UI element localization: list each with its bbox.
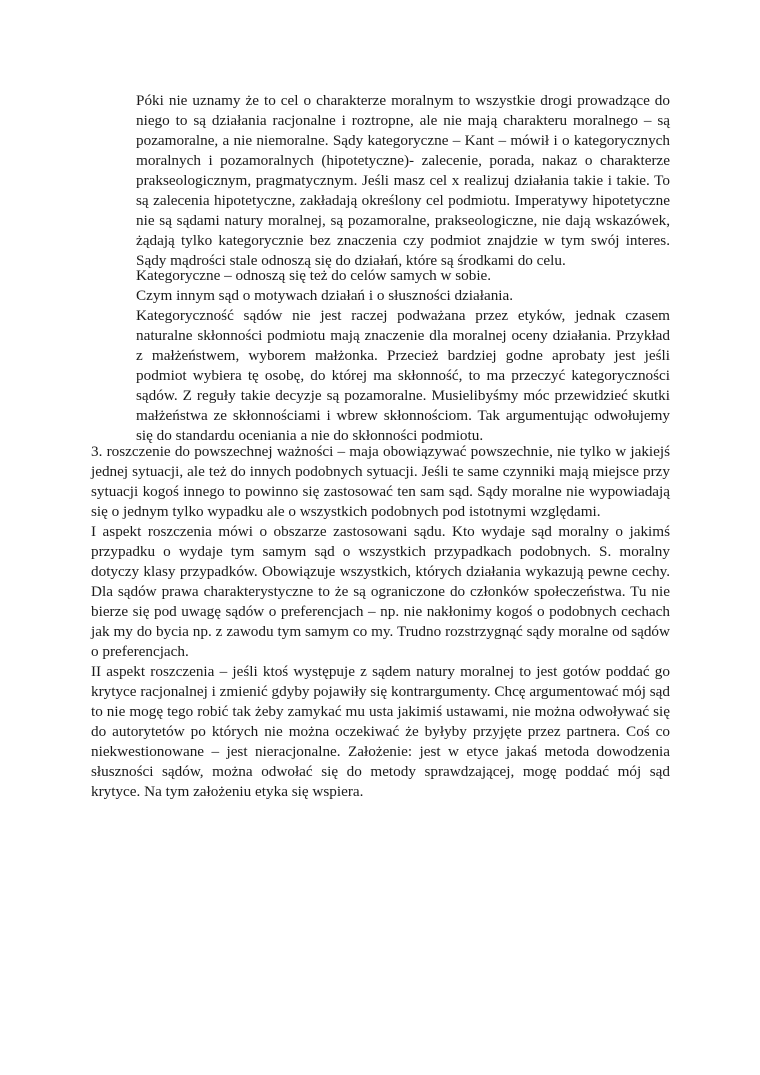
line-motives: Czym innym sąd o motywach działań i o słuszności działania.: [136, 287, 514, 304]
indented-section-2: [136, 266, 670, 446]
paragraph-second-aspect: II aspekt roszczenia – jeśli ktoś występuje z sądem natury moralnej to jest gotów poddać go krytyce racjonalnej i zmienić gdyby pojawiły się kontrargumenty. Chcę argumentować mój sąd to nie mogę tego robić tak żeby zamykać mu usta jakimiś ustawami, nie można odwoływać się do autorytetów po których nie można oczekiwać że byłyby przyjęte przez partnera. Coś co niekwestionowane – jest nieracjonalne. Założenie: jest w etyce jakaś metoda dowodzenia słuszności sądów, można odwołać się do metody sprawdzającej, mogę poddać mój sąd krytyce. Na tym założeniu etyka się wspiera.: [91, 663, 670, 800]
paragraph-universal-validity: 3. roszczenie do powszechnej ważności – maja obowiązywać powszechnie, nie tylko w jakiejś jednej sytuacji, ale też do innych podobnych sytuacji. Jeśli te same czynniki mają miejsce przy sytuacji kogoś innego to powinno się zastosować ten sam sąd. Sądy moralne nie wypowiadają się o jednym tylko wypadku ale o wszystkich podobnych pod istotnymi względami.: [91, 443, 670, 520]
indented-section-1: [136, 91, 670, 271]
paragraph-categoricity: Kategoryczność sądów nie jest raczej podważana przez etyków, jednak czasem naturalne skłonności podmiotu mają znaczenie dla moralnej oceny działania. Przykład z małżeństwem, wyborem małżonka. Przecież bardziej godne aprobaty jest jeśli podmiot wybiera tę osobę, do której ma skłonność, to ma przeczyć kategoryczności sądów. Z reguły takie decyzje są pozamoralne. Musielibyśmy móc przewidzieć skutki małżeństwa ze skłonnościami i wbrew skłonnościom. Tak argumentując odwołujemy się do standardu oceniania a nie do skłonności podmiotu.: [136, 307, 670, 444]
paragraph-hypothetical-judgments: Póki nie uznamy że to cel o charakterze moralnym to wszystkie drogi prowadzące do niego to są działania racjonalne i roztropne, ale nie mają charakteru moralnego – są pozamoralne, a nie niemoralne. Sądy kategoryczne – Kant – mówił i o kategorycznych moralnych i pozamoralnych (hipotetyczne)- zalecenie, porada, nakaz o charakterze prakseologicznym, pragmatycznym. Jeśli masz cel x realizuj działania takie i takie. To są zalecenia hipotetyczne, zakładają określony cel podmiotu. Imperatywy hipotetyczne nie są sądami natury moralnej, są pozamoralne, prakseologiczne, nie dają wskazówek, żądają tylko kategorycznie bez znaczenia czy podmiot znajdzie w tym swój interes. Sądy mądrości stale odnoszą się do działań, które są środkami do celu.: [136, 92, 670, 269]
paragraph-first-aspect: I aspekt roszczenia mówi o obszarze zastosowani sądu. Kto wydaje sąd moralny o jakimś przypadku o wydaje tym samym sąd o wszystkich przypadkach podobnych. S. moralny dotyczy klasy przypadków. Obowiązuje wszystkich, których działania wykazują pewne cechy. Dla sądów prawa charakterystyczne to że są ograniczone do członków społeczeństwa. Tu nie bierze się pod uwagę sądów o preferencjach – np. nie nakłonimy kogoś o podobnych cechach jak my do bycia np. z zawodu tym samym co my. Trudno rozstrzygnąć sądy moralne od sądów o preferencjach.: [91, 523, 670, 660]
main-section: [91, 442, 670, 802]
line-categorical: Kategoryczne – odnoszą się też do celów samych w sobie.: [136, 267, 492, 284]
